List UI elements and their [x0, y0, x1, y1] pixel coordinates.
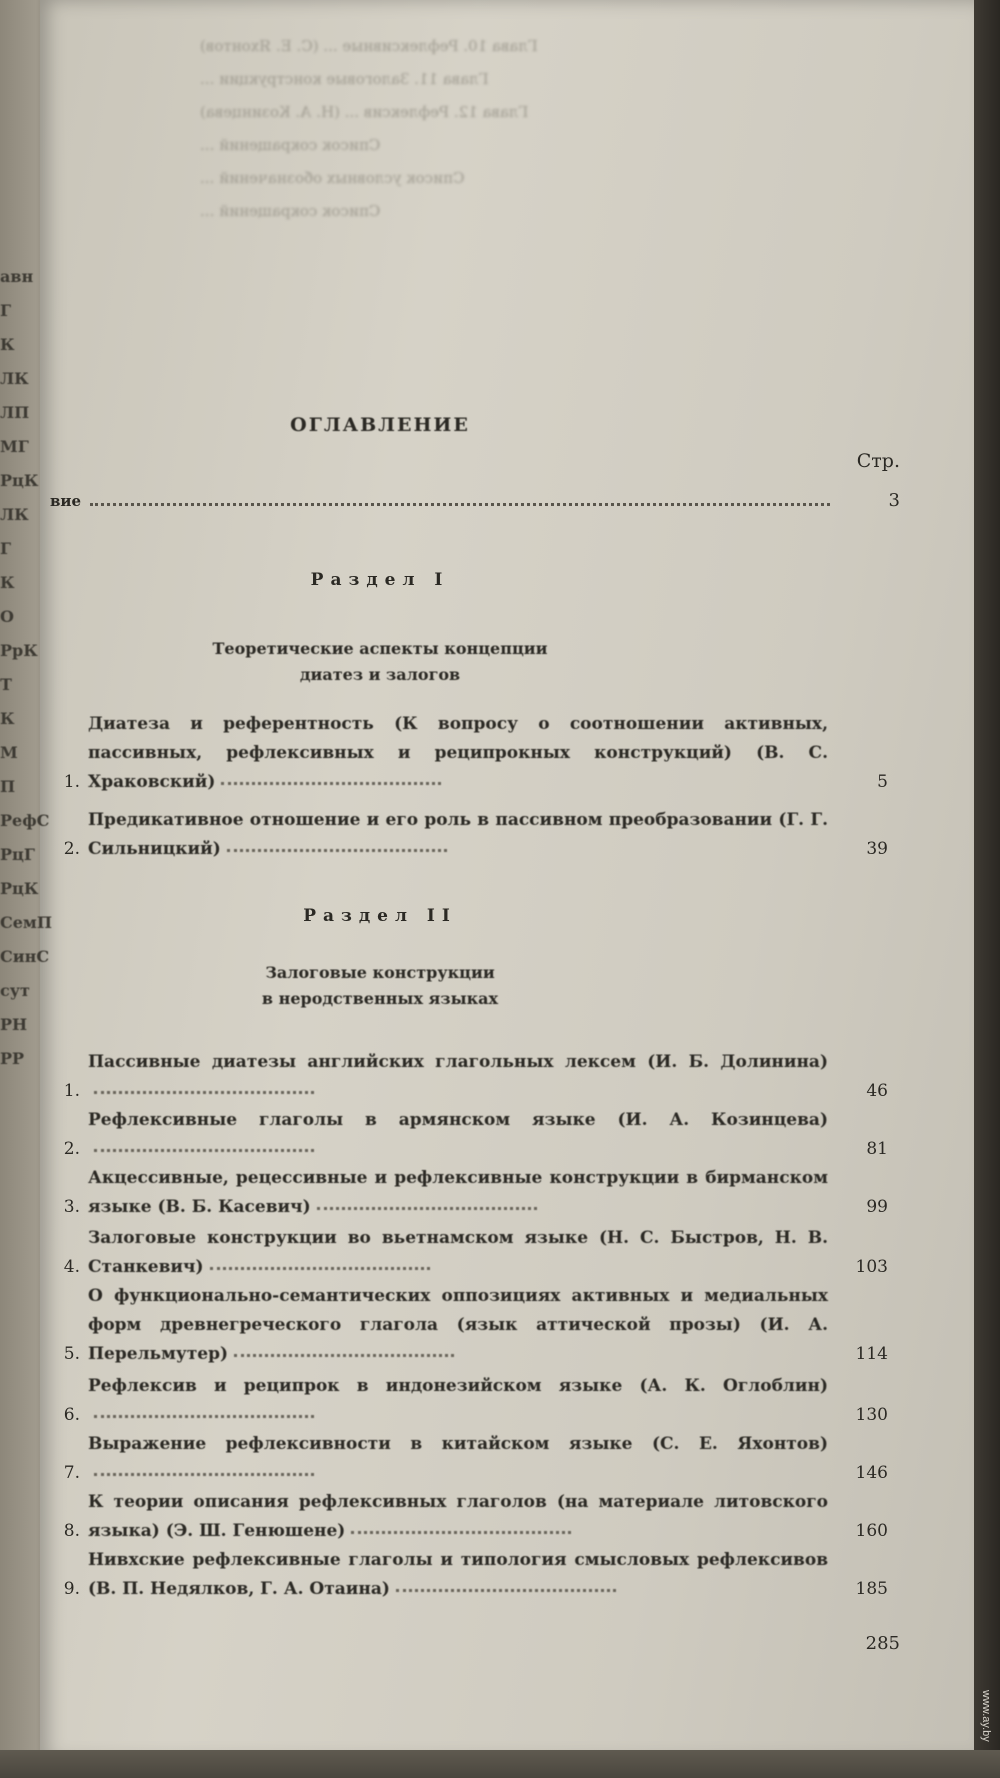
section-1-title: Раздел I	[310, 570, 450, 590]
entry-title: Диатеза и референтность (К вопросу о соотношении активных, пассивных, рефлексивных и реципрокных конструкций) (В. С. Храковский)	[88, 714, 828, 792]
section-1-subtitle-line-1: Теоретические аспекты концепции	[212, 639, 548, 658]
entry-number: 8.	[63, 1521, 80, 1541]
entry-title: Нивхские рефлексивные глаголы и типология смысловых рефлексивов (В. П. Недялков, Г. А. Отаина)	[88, 1550, 828, 1599]
leader-dots	[94, 1414, 314, 1418]
leader-dots	[90, 502, 830, 506]
entry-page: 46	[866, 1081, 888, 1101]
toc-intro-row	[50, 490, 900, 511]
leader-dots	[94, 1090, 314, 1094]
show-through-line: Глава 10. Рефлексивные ... (С. Е. Яхонтов)	[200, 37, 538, 55]
site-watermark: www.ay.by	[980, 1690, 992, 1742]
adjacent-fragment: Г	[0, 301, 12, 320]
entry-page: 103	[855, 1257, 888, 1277]
section-2-subtitle-line-1: Залоговые конструкции	[265, 963, 495, 982]
entry-page: 130	[855, 1405, 888, 1425]
entry-title: Залоговые конструкции во вьетнамском языке (Н. С. Быстров, Н. В. Станкевич)	[88, 1228, 828, 1277]
leader-dots	[396, 1588, 616, 1592]
leader-dots	[234, 1353, 454, 1357]
leader-dots	[351, 1530, 571, 1534]
entry-number: 5.	[63, 1344, 80, 1364]
leader-dots	[210, 1266, 430, 1270]
page-column-label: Стр.	[856, 450, 900, 472]
entry-page: 146	[855, 1463, 888, 1483]
show-through-line: Список условных обозначений ...	[200, 169, 465, 187]
toc-entry	[52, 1430, 912, 1488]
toc-entry	[52, 806, 912, 864]
adjacent-fragment: сут	[0, 981, 30, 1000]
entry-number: 2.	[63, 839, 80, 859]
adjacent-fragment: ЛП	[0, 403, 30, 422]
intro-fragment: вие	[50, 492, 82, 510]
show-through-line: Глава 11. Залоговые конструкции ...	[200, 70, 489, 88]
adjacent-fragment: МГ	[0, 437, 29, 456]
entry-title: Рефлексивные глаголы в армянском языке (И. А. Козинцева)	[88, 1110, 828, 1130]
adjacent-fragment: авн	[0, 267, 34, 286]
adjacent-fragment: О	[0, 607, 14, 626]
entry-text	[88, 1546, 828, 1604]
toc-entry	[52, 1372, 912, 1430]
adjacent-fragment: П	[0, 777, 16, 796]
adjacent-fragment: Г	[0, 539, 12, 558]
entry-page: 160	[855, 1521, 888, 1541]
toc-entry	[52, 1282, 912, 1369]
entry-text	[88, 1106, 828, 1164]
toc-entry	[52, 1106, 912, 1164]
adjacent-fragment: ЛК	[0, 369, 29, 388]
entry-text	[88, 806, 828, 864]
show-through-line: Глава 12. Рефлексив ... (Н. А. Козинцева)	[200, 103, 529, 121]
entry-title: Пассивные диатезы английских глагольных лексем (И. Б. Долинина)	[88, 1052, 828, 1072]
leader-dots	[317, 1206, 537, 1210]
entry-page: 99	[866, 1197, 888, 1217]
intro-page: 3	[888, 490, 900, 511]
entry-page: 81	[866, 1139, 888, 1159]
adjacent-fragment: РН	[0, 1015, 28, 1034]
leader-dots	[94, 1148, 314, 1152]
entry-number: 4.	[63, 1257, 80, 1277]
entry-number: 1.	[63, 1081, 80, 1101]
toc-entry	[52, 1048, 912, 1106]
entry-title: О функционально-семантических оппозициях активных и медиальных форм древнегреческого глагола (язык аттической прозы) (И. А. Перельмутер)	[88, 1286, 828, 1364]
entry-text	[88, 1164, 828, 1222]
entry-number: 1.	[63, 772, 80, 792]
section-2-subtitle-line-2: в неродственных языках	[261, 989, 499, 1008]
entry-title: Акцессивные, рецессивные и рефлексивные конструкции в бирманском языке (В. Б. Касевич)	[88, 1168, 828, 1217]
adjacent-fragment: РР	[0, 1049, 25, 1068]
leader-dots	[227, 848, 447, 852]
section-2-title: Раздел II	[303, 906, 457, 926]
entry-text	[88, 710, 828, 797]
leader-dots	[94, 1472, 314, 1476]
entry-title: Рефлексив и реципрок в индонезийском языке (А. К. Оглоблин)	[88, 1376, 828, 1396]
toc-heading: ОГЛАВЛЕНИЕ	[290, 414, 470, 436]
entry-number: 7.	[63, 1463, 80, 1483]
entry-number: 2.	[63, 1139, 80, 1159]
toc-entry	[52, 710, 912, 797]
entry-page: 185	[855, 1579, 888, 1599]
entry-text	[88, 1048, 828, 1106]
entry-number: 9.	[63, 1579, 80, 1599]
adjacent-fragment: К	[0, 709, 15, 728]
adjacent-fragment: РрК	[0, 641, 38, 660]
entry-title: Предикативное отношение и его роль в пассивном преобразовании (Г. Г. Сильницкий)	[88, 810, 828, 859]
entry-title: К теории описания рефлексивных глаголов (на материале литовского языка) (Э. Ш. Генюшене)	[88, 1492, 828, 1541]
show-through-line: Список сокращений ...	[200, 202, 381, 220]
section-2-subtitle	[150, 960, 610, 1012]
adjacent-fragment: К	[0, 335, 15, 354]
adjacent-fragment: ЛК	[0, 505, 29, 524]
toc-entry	[52, 1224, 912, 1282]
section-1-subtitle	[150, 636, 610, 688]
adjacent-fragment: Т	[0, 675, 12, 694]
adjacent-fragment: К	[0, 573, 15, 592]
adjacent-fragment: РцК	[0, 879, 39, 898]
section-1-subtitle-line-2: диатез и залогов	[299, 665, 461, 684]
toc-entry	[52, 1164, 912, 1222]
entry-number: 3.	[63, 1197, 80, 1217]
entry-title: Выражение рефлексивности в китайском языке (С. Е. Яхонтов)	[88, 1434, 828, 1454]
entry-text	[88, 1282, 828, 1369]
entry-page: 114	[855, 1344, 888, 1364]
adjacent-fragment: М	[0, 743, 18, 762]
adjacent-fragment: СинС	[0, 947, 50, 966]
entry-text	[88, 1488, 828, 1546]
entry-text	[88, 1224, 828, 1282]
toc-entry	[52, 1488, 912, 1546]
adjacent-fragment: РцК	[0, 471, 39, 490]
adjacent-fragment: РцГ	[0, 845, 35, 864]
entry-page: 39	[866, 839, 888, 859]
show-through-line: Список сокращений ...	[200, 136, 381, 154]
leader-dots	[221, 781, 441, 785]
entry-text	[88, 1430, 828, 1488]
entry-number: 6.	[63, 1405, 80, 1425]
adjacent-fragment: СемП	[0, 913, 52, 932]
entry-text	[88, 1372, 828, 1430]
toc-entry	[52, 1546, 912, 1604]
page-number: 285	[865, 1633, 900, 1654]
entry-page: 5	[877, 772, 888, 792]
adjacent-fragment: РефС	[0, 811, 50, 830]
